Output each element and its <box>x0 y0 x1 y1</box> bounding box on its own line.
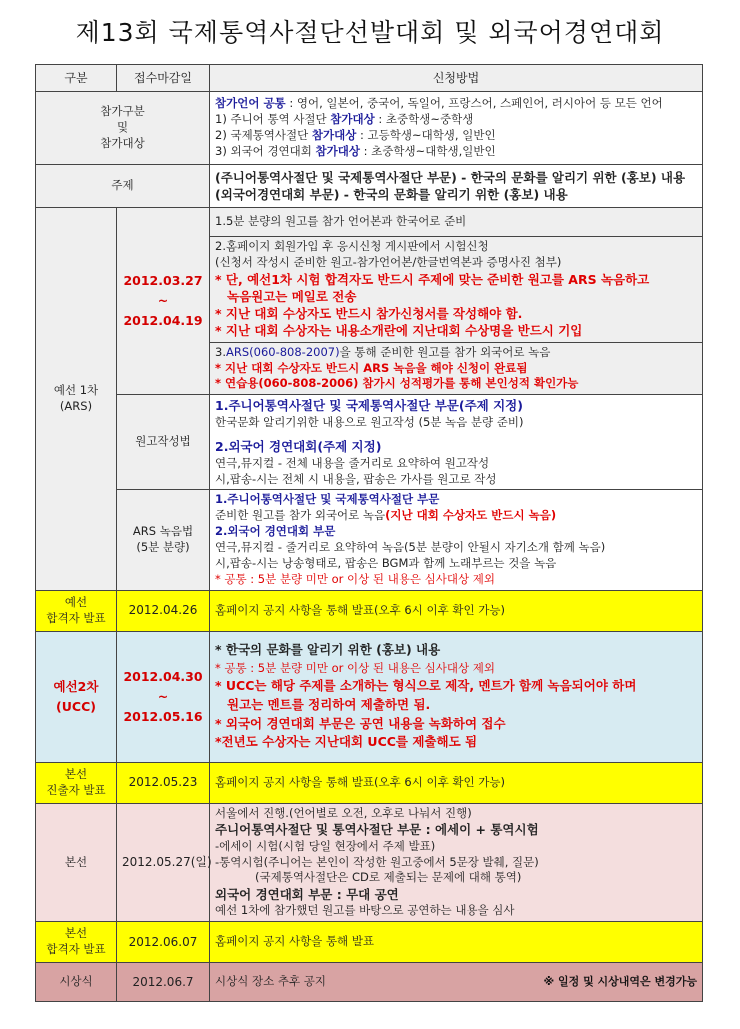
target-text: : 초중학생~대학생,일반인 <box>359 143 496 158</box>
writing-text: 연극,뮤지컬 - 전체 내용을 줄거리로 요약하여 원고작성 <box>215 455 490 470</box>
recording-note: * 공통 : 5분 분량 미만 or 이상 된 내용은 심사대상 제외 <box>215 571 495 586</box>
language-label: 참가언어 공통 <box>215 96 286 111</box>
prelim2-date-sep: ~ <box>157 688 169 704</box>
prelim1-date <box>117 208 210 395</box>
prelim1-row-recording <box>36 490 703 590</box>
theme-detail <box>210 165 703 208</box>
header-category: 구분 <box>36 65 117 92</box>
final-pass-label-line: 합격자 발표 <box>46 942 106 957</box>
prelim2-date <box>117 631 210 762</box>
final-line: 서울에서 진행.(언어별로 오전, 오후로 나눠서 진행) <box>215 805 472 820</box>
prelim1-step3-red: * 지난 대회 수상자도 반드시 ARS 녹음을 해야 신청이 완료됨 <box>215 360 528 375</box>
writing-text: 한국문화 알리기위한 내용으로 원고작성 (5분 녹음 분량 준비) <box>215 414 524 429</box>
target-text: : 초중학생~중학생 <box>374 112 474 127</box>
target-text: : 고등학생~대학생, 일반인 <box>356 128 496 142</box>
prelim2-label <box>36 631 117 762</box>
prelim1-step3-red: * 연습용(060-808-2006) 참가시 성적평가를 통해 본인성적 확인가능 <box>215 376 579 391</box>
prelim1-step3-text: 을 통해 준비한 원고를 참가 외국어로 녹음 <box>339 344 551 359</box>
ceremony-note: ※ 일정 및 시상내역은 변경가능 <box>543 975 697 989</box>
finalist-row <box>36 762 703 803</box>
prelim1-label-line: (ARS) <box>59 398 93 413</box>
theme-row <box>36 165 703 208</box>
header-deadline: 접수마감일 <box>117 65 210 92</box>
participation-label-line: 참가구분 <box>100 104 145 119</box>
recording-detail <box>210 490 703 590</box>
recording-label-line: ARS 녹음법 <box>132 524 194 539</box>
final-line: -통역시험(주니어는 본인이 작성한 원고중에서 5문장 발췌, 질문) <box>215 854 539 869</box>
theme-line: (외국어경연대회 부문) - 한국의 문화를 알리기 위한 (홍보) 내용 <box>215 187 568 202</box>
final-pass-date: 2012.06.07 <box>117 922 210 963</box>
ceremony-text: 시상식 장소 추후 공지 <box>215 974 326 989</box>
prelim1-step2-red: * 지난 대회 수상자도 반드시 참가신청서를 작성해야 함. <box>215 306 523 322</box>
prelim2-detail <box>210 631 703 762</box>
recording-label <box>117 490 210 590</box>
recording-title: 1.주니어통역사절단 및 국제통역사절단 부문 <box>215 492 440 507</box>
prelim1-step3-prefix: 3. <box>215 344 226 359</box>
prelim2-line: * 공통 : 5분 분량 미만 or 이상 된 내용은 심사대상 제외 <box>215 660 495 675</box>
recording-text: 시,팝송-시는 낭송형태로, 팝송은 BGM과 함께 노래부르는 것을 녹음 <box>215 555 557 570</box>
final-row <box>36 803 703 922</box>
final-line: 외국어 경연대회 부문 : 무대 공연 <box>215 887 399 903</box>
final-pass-label <box>36 922 117 963</box>
prelim1-step2-red: * 단, 예선1차 시험 합격자도 반드시 주제에 맞는 준비한 원고를 ARS 녹음하고 <box>215 271 650 287</box>
participation-label <box>36 92 210 165</box>
target-prefix: 2) 국제통역사절단 <box>215 128 312 142</box>
prelim-pass-label <box>36 590 117 631</box>
ars-number: ARS(060-808-2007) <box>225 344 340 359</box>
writing-label: 원고작성법 <box>117 395 210 490</box>
prelim2-row <box>36 631 703 762</box>
finalist-label <box>36 762 117 803</box>
final-pass-text: 홈페이지 공지 사항을 통해 발표 <box>210 922 703 963</box>
prelim2-line: * 외국어 경연대회 부문은 공연 내용을 녹화하여 접수 <box>215 715 506 731</box>
writing-text: 시,팝송-시는 전체 시 내용을, 팝송은 가사를 원고로 작성 <box>215 471 497 486</box>
prelim2-line: *전년도 수상자는 지난대회 UCC를 제출해도 됨 <box>215 734 478 750</box>
recording-red: (지난 대회 수상자도 반드시 녹음) <box>385 508 557 523</box>
prelim1-date-start: 2012.03.27 <box>123 273 203 289</box>
schedule-table <box>35 64 703 1002</box>
language-text: : 영어, 일본어, 중국어, 독일어, 프랑스어, 스페인어, 러시아어 등 모든 언어 <box>285 96 663 111</box>
prelim2-date-end: 2012.05.16 <box>123 708 203 724</box>
page-title: 제13회 국제통역사절단선발대회 및 외국어경연대회 <box>75 18 665 47</box>
prelim-pass-label-line: 예선 <box>64 594 88 609</box>
prelim2-label-line: 예선2차 <box>53 678 99 694</box>
participation-detail <box>210 92 703 165</box>
target-prefix: 3) 외국어 경연대회 <box>215 143 316 158</box>
prelim1-row-writing <box>36 395 703 490</box>
finalist-label-line: 진출자 발표 <box>46 782 106 797</box>
prelim-pass-text: 홈페이지 공지 사항을 통해 발표(오후 6시 이후 확인 가능) <box>210 590 703 631</box>
final-pass-row <box>36 922 703 963</box>
prelim1-step2-line: 2.홈페이지 회원가입 후 응시신청 게시판에서 시험신청 <box>215 239 489 253</box>
prelim1-date-sep: ~ <box>157 293 169 309</box>
theme-line: (주니어통역사절단 및 국제통역사절단 부문) - 한국의 문화를 알리기 위한 (홍보) 내용 <box>215 169 686 185</box>
final-date: 2012.05.27(일) <box>117 803 210 922</box>
prelim1-step3 <box>210 342 703 395</box>
prelim2-line: * 한국의 문화를 알리기 위한 (홍보) 내용 <box>215 642 441 658</box>
finalist-date: 2012.05.23 <box>117 762 210 803</box>
finalist-label-line: 본선 <box>64 766 88 781</box>
prelim1-date-end: 2012.04.19 <box>123 313 203 329</box>
participation-label-line: 및 <box>116 120 129 135</box>
participation-label-line: 참가대상 <box>100 135 145 150</box>
theme-label: 주제 <box>36 165 210 208</box>
ceremony-row <box>36 963 703 1002</box>
writing-detail <box>210 395 703 490</box>
prelim2-line: * UCC는 해당 주제를 소개하는 형식으로 제작, 멘트가 함께 녹음되어야 하며 <box>215 678 637 694</box>
target-label: 참가대상 <box>315 143 360 158</box>
final-line: -에세이 시험(시험 당일 현장에서 주제 발표) <box>215 838 436 853</box>
prelim1-step2 <box>210 237 703 343</box>
writing-title: 1.주니어통역사절단 및 국제통역사절단 부문(주제 지정) <box>215 398 523 414</box>
recording-text: 연극,뮤지컬 - 줄거리로 요약하여 녹음(5분 분량이 안될시 자기소개 함께 녹음) <box>215 539 606 554</box>
table-header-row <box>36 65 703 92</box>
target-prefix: 1) 주니어 통역 사절단 <box>215 112 331 127</box>
header-method: 신청방법 <box>210 65 703 92</box>
prelim2-label-line: (UCC) <box>56 698 96 714</box>
prelim1-step2-line: (신청서 작성시 준비한 원고-참가언어본/한글번역본과 증명사진 첨부) <box>215 254 562 269</box>
final-line: (국제통역사절단은 CD로 제출되는 문제에 대해 통역) <box>255 870 522 885</box>
prelim1-label <box>36 208 117 591</box>
final-line: 예선 1차에 참가했던 원고를 바탕으로 공연하는 내용을 심사 <box>215 903 515 918</box>
prelim1-row-step1 <box>36 208 703 237</box>
recording-label-line: (5분 분량) <box>136 539 190 554</box>
prelim-pass-row <box>36 590 703 631</box>
prelim1-step2-red: * 지난 대회 수상자는 내용소개란에 지난대회 수상명을 반드시 기입 <box>215 323 583 339</box>
target-label: 참가대상 <box>330 112 375 127</box>
writing-title: 2.외국어 경연대회(주제 지정) <box>215 439 382 455</box>
final-pass-label-line: 본선 <box>64 926 88 941</box>
prelim2-line: 원고는 멘트를 정리하여 제출하면 됨. <box>227 696 431 712</box>
recording-text: 준비한 원고를 참가 외국어로 녹음 <box>215 508 386 523</box>
ceremony-detail <box>210 963 703 1002</box>
final-detail <box>210 803 703 922</box>
prelim-pass-date: 2012.04.26 <box>117 590 210 631</box>
prelim2-date-start: 2012.04.30 <box>123 668 203 684</box>
participation-row <box>36 92 703 165</box>
target-label: 참가대상 <box>311 128 357 142</box>
ceremony-label: 시상식 <box>36 963 117 1002</box>
recording-title: 2.외국어 경연대회 부문 <box>215 524 336 539</box>
finalist-text: 홈페이지 공지 사항을 통해 발표(오후 6시 이후 확인 가능) <box>210 762 703 803</box>
ceremony-date: 2012.06.7 <box>117 963 210 1002</box>
final-label: 본선 <box>36 803 117 922</box>
prelim1-step1: 1.5분 분량의 원고를 참가 언어본과 한국어로 준비 <box>210 208 703 237</box>
prelim1-label-line: 예선 1차 <box>53 382 99 397</box>
prelim1-step2-red: 녹음원고는 메일로 전송 <box>227 288 357 304</box>
final-line: 주니어통역사절단 및 통역사절단 부문 : 에세이 + 통역시험 <box>215 822 539 838</box>
prelim-pass-label-line: 합격자 발표 <box>46 610 106 625</box>
